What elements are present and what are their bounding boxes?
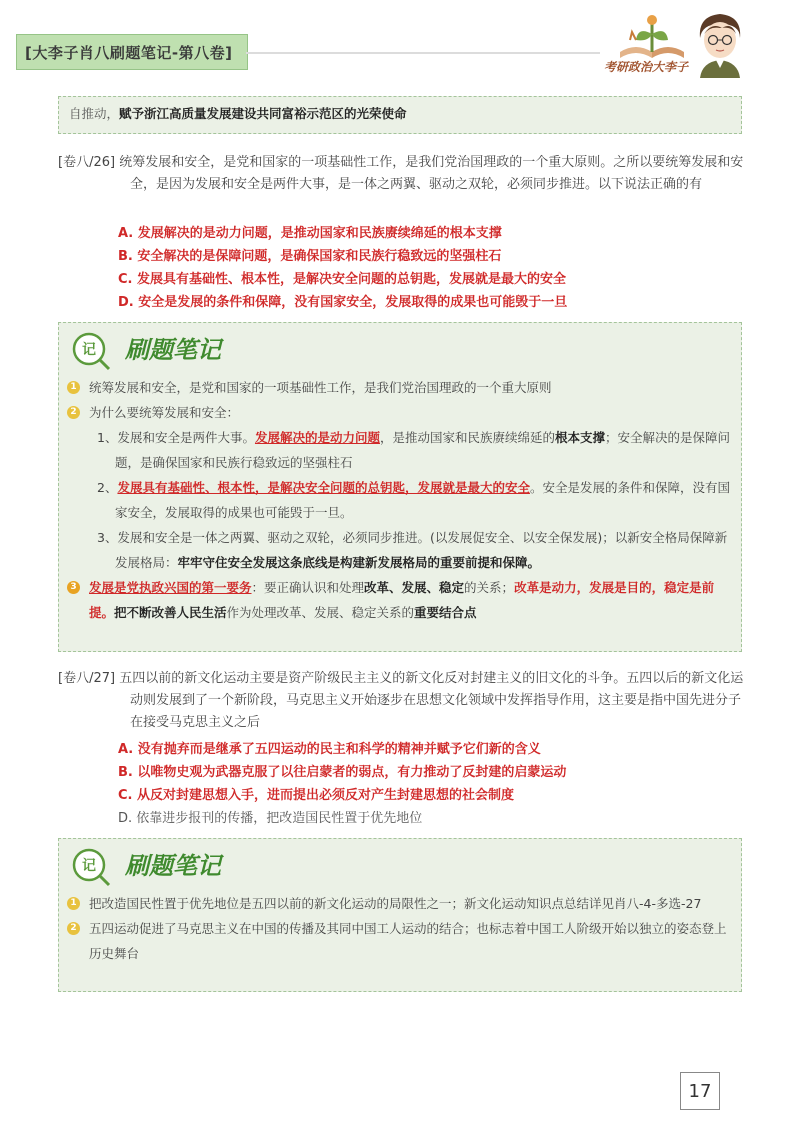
list-item	[67, 916, 733, 966]
list-item	[67, 400, 733, 425]
list-item	[67, 575, 733, 625]
note-text: 3、发展和安全是一体之两翼、驱动之双轮，必须同步推进。(以发展促安全、以安全保发展)；以新安全格局保障新发展格局：	[97, 530, 728, 570]
brand-name: 考研政治大李子	[604, 60, 689, 74]
note-text: 1、发展和安全是两件大事。	[97, 430, 255, 445]
question-26	[58, 152, 748, 196]
study-note-2	[58, 838, 742, 992]
note-badge-char: 记	[82, 858, 96, 874]
chapter-title-tag: [大李子肖八刷题笔记-第八卷]	[16, 34, 248, 70]
option-a: A. 没有抛弃而是继承了五四运动的民主和科学的精神并赋予它们新的含义	[118, 742, 541, 757]
note-heading-badge	[67, 327, 287, 373]
header-divider	[246, 52, 600, 54]
note-badge-char: 记	[82, 342, 96, 358]
question-26-text	[58, 152, 748, 196]
number-badge-icon: 1	[67, 381, 80, 394]
study-note-1	[58, 322, 742, 652]
question-26-options	[118, 222, 567, 314]
sub-point-2	[89, 475, 733, 525]
list-item	[67, 375, 733, 400]
note-text: 的关系；	[464, 580, 515, 595]
question-26-number: [卷八/26]	[58, 155, 116, 170]
note-text: 2、	[97, 480, 118, 495]
question-27-stem: 五四以前的新文化运动主要是资产阶级民主主义的新文化反对封建主义的旧文化的斗争。五四以后的新文化运动则发展到了一个新阶段，马克思主义开始逐步在思想文化领域中发挥指导作用，这主要是指中国先进分子在接受马克思主义之后	[119, 671, 744, 730]
note-text: 把改造国民性置于优先地位是五四以前的新文化运动的局限性之一；新文化运动知识点总结详见肖八-4-多选-27	[89, 896, 702, 911]
number-badge-icon: 3	[67, 581, 80, 594]
option-b: B. 以唯物史观为武器克服了以往启蒙者的弱点，有力推动了反封建的启蒙运动	[118, 765, 567, 780]
option-c: C. 从反对封建思想入手，进而提出必须反对产生封建思想的社会制度	[118, 788, 515, 803]
page-number: 17	[680, 1072, 720, 1110]
note-text: 为什么要统筹发展和安全：	[89, 405, 240, 420]
note-1-list	[67, 375, 733, 625]
note-text: ，是推动国家和民族赓续绵延的	[379, 430, 555, 445]
option-a: A. 发展解决的是动力问题，是推动国家和民族赓续绵延的根本支撑	[118, 226, 502, 241]
note-heading-text: 刷题笔记	[125, 335, 221, 364]
sub-point-3	[89, 525, 733, 575]
note-heading-badge	[67, 843, 287, 889]
option-b: B. 安全解决的是保障问题，是确保国家和民族行稳致远的坚强柱石	[118, 249, 502, 264]
note-text: 统筹发展和安全，是党和国家的一项基础性工作，是我们党治国理政的一个重大原则	[89, 380, 552, 395]
note-text: ；安全解决的是保障问题，是确保国家和民族行稳致远的坚强柱石	[115, 430, 731, 470]
bold-text: 改革、发展、稳定	[364, 580, 465, 595]
note-heading-text: 刷题笔记	[125, 851, 221, 880]
number-badge-icon: 1	[67, 897, 80, 910]
question-27	[58, 668, 748, 734]
option-d: D. 依靠进步报刊的传播，把改造国民性置于优先地位	[118, 811, 423, 826]
question-27-number: [卷八/27]	[58, 671, 116, 686]
note-text: 五四运动促进了马克思主义在中国的传播及其同中国工人运动的结合；也标志着中国工人阶级开始以独立的姿态登上历史舞台	[89, 921, 727, 961]
option-d: D. 安全是发展的条件和保障，没有国家安全，发展取得的成果也可能毁于一旦	[118, 295, 568, 310]
carryover-note-box	[58, 96, 742, 134]
bold-text: 把不断改善人民生活	[114, 605, 227, 620]
carryover-prefix: 自推动，	[69, 106, 120, 121]
question-26-stem: 统筹发展和安全，是党和国家的一项基础性工作，是我们党治国理政的一个重大原则。之所以要统筹发展和安全，是因为发展和安全是两件大事，是一体之两翼、驱动之双轮，必须同步推进。以下说法正确的有	[119, 155, 744, 192]
list-item	[67, 891, 733, 916]
bold-text: 根本支撑	[555, 430, 606, 445]
note-text: ：要正确认识和处理	[251, 580, 365, 595]
note-2-list	[67, 891, 733, 966]
highlight-text: 发展是党执政兴国的第一要务	[89, 580, 252, 595]
author-avatar	[692, 10, 748, 78]
bold-text: 重要结合点	[414, 605, 477, 620]
highlight-text: 改革是动力，发展是目的，稳定是前提。	[89, 580, 715, 620]
number-badge-icon: 2	[67, 406, 80, 419]
option-c: C. 发展具有基础性、根本性，是解决安全问题的总钥匙，发展就是最大的安全	[118, 272, 567, 287]
sub-point-1	[89, 425, 733, 475]
question-27-text	[58, 668, 748, 734]
bold-text: 牢牢守住安全发展这条底线是构建新发展格局的重要前提和保障。	[177, 555, 541, 570]
highlight-text: 发展解决的是动力问题	[254, 430, 380, 445]
number-badge-icon: 2	[67, 922, 80, 935]
highlight-text: 发展具有基础性、根本性，是解决安全问题的总钥匙，发展就是最大的安全	[117, 480, 530, 495]
question-27-options	[118, 738, 566, 830]
carryover-bold: 赋予浙江高质量发展建设共同富裕示范区的光荣使命	[119, 106, 407, 121]
note-text: 。安全是发展的条件和保障，没有国家安全，发展取得的成果也可能毁于一旦。	[115, 480, 730, 520]
note-text: 作为处理改革、发展、稳定关系的	[226, 605, 415, 620]
